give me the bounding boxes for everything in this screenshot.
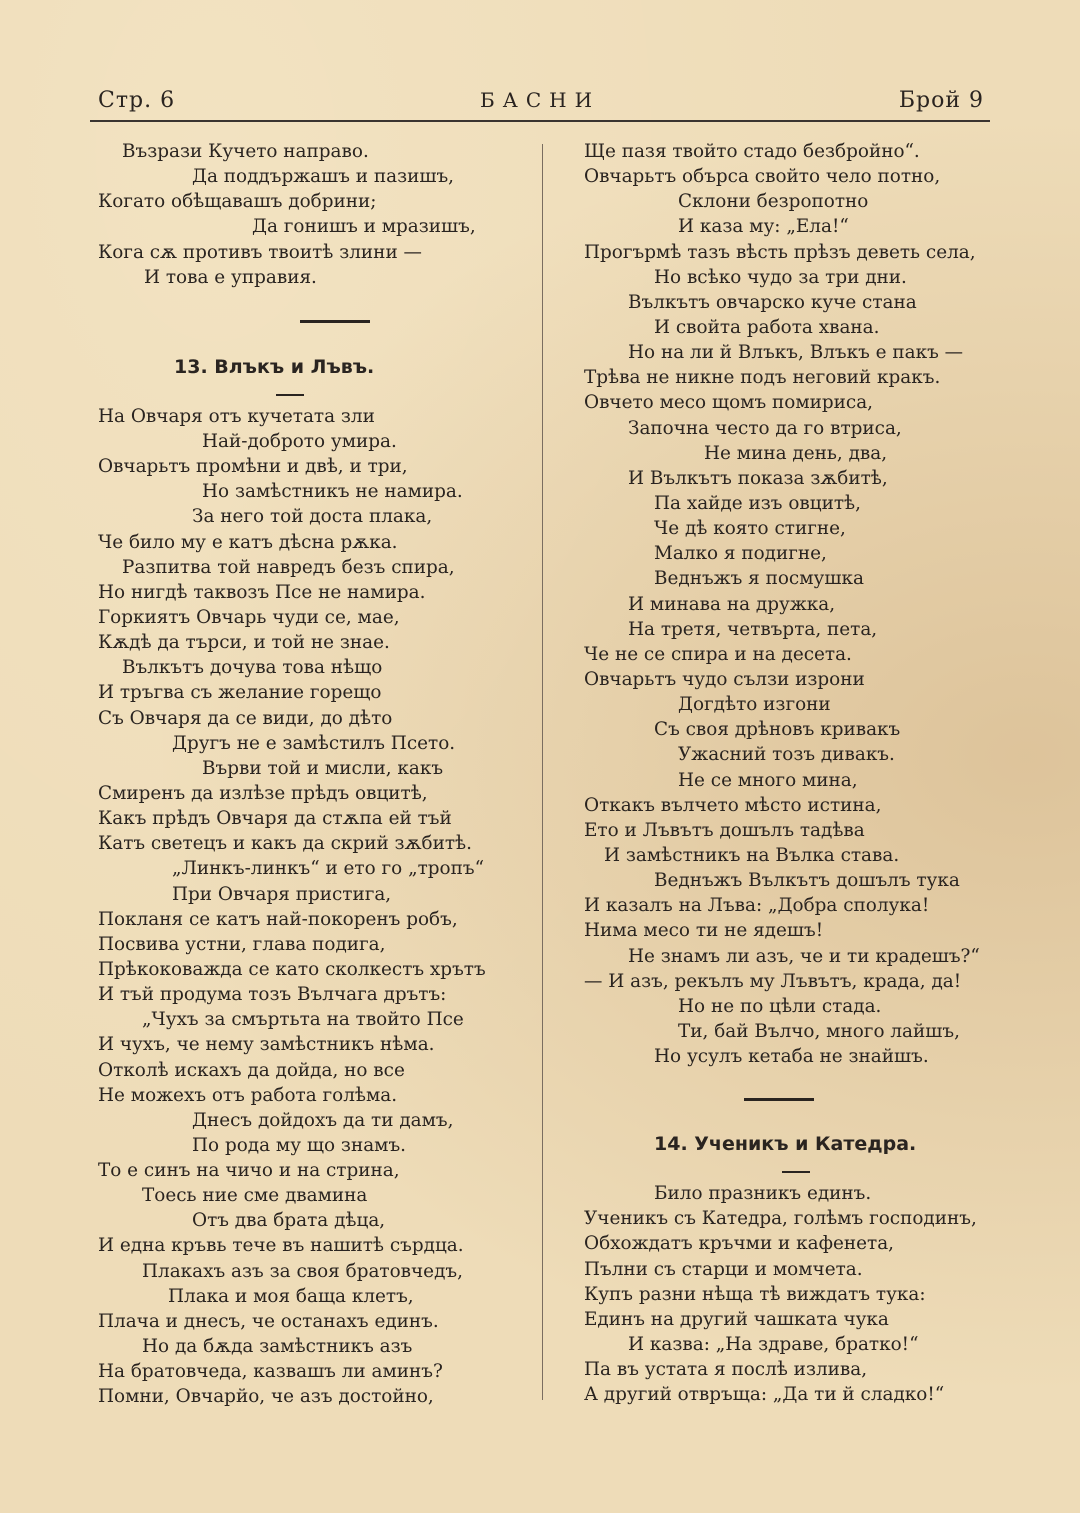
verse-line: На братовчеда, казвашъ ли аминъ? xyxy=(98,1361,443,1383)
section-rule xyxy=(92,290,532,350)
verse-line: Плакахъ азъ за своя братовчедъ, xyxy=(142,1260,463,1282)
verse-line: Но замѣстникъ не намира. xyxy=(202,481,463,503)
fable-14-title: 14. Ученикъ и Катедра. xyxy=(654,1133,917,1156)
verse-line: Ето и Лъвътъ дошълъ тадѣва xyxy=(584,819,865,841)
verse-line: Съ Овчаря да се види, до дѣто xyxy=(98,707,393,729)
section-rule-line xyxy=(744,1098,814,1101)
verse-line: Катъ светецъ и какъ да скрий зѫбитѣ. xyxy=(98,833,472,855)
verse-line: Смиренъ да излѣзе прѣдъ овцитѣ, xyxy=(98,782,428,804)
verse-line: Когато обѣщавашъ добрини; xyxy=(98,191,377,213)
left-column xyxy=(92,139,532,1409)
verse-line: Не знамъ ли азъ, че и ти крадешъ?“ xyxy=(628,945,980,967)
verse-line: И свойта работа хвана. xyxy=(654,316,880,338)
verse-line: Овчарьтъ обърса свойто чело потно, xyxy=(584,166,941,188)
verse-line: Откакъ вълчето мѣсто истина, xyxy=(584,794,882,816)
verse-line: Малко я подигне, xyxy=(654,543,827,565)
verse-line: Било празникъ единъ. xyxy=(654,1183,872,1205)
verse-line: Но на ли й Влъкъ, Влъкъ е пакъ — xyxy=(628,342,964,364)
verse-line: По рода му що знамъ. xyxy=(192,1134,407,1156)
verse-line: И една кръвь тече въ нашитѣ сърдца. xyxy=(98,1235,464,1257)
verse-line: И тъй продума тозъ Вълчага дрътъ: xyxy=(98,984,447,1006)
verse-line: Трѣва не никне подъ неговий кракъ. xyxy=(584,367,941,389)
verse-line: Покланя се катъ най-покоренъ робъ, xyxy=(98,908,458,930)
verse-line: И минава на дружка, xyxy=(628,593,836,615)
verse-line: Веднъжъ Вълкътъ дошълъ тука xyxy=(654,870,960,892)
verse-line: Но да бѫда замѣстникъ азъ xyxy=(142,1336,413,1358)
verse-line: Пълни съ старци и момчета. xyxy=(584,1258,863,1280)
verse-line: Не можехъ отъ работа голѣма. xyxy=(98,1084,398,1106)
verse-line: Най-доброто умира. xyxy=(202,430,397,452)
section-rule-line xyxy=(300,320,370,323)
verse-line: Какъ прѣдъ Овчаря да стѫпа ей тъй xyxy=(98,808,452,830)
verse-line: Но всѣко чудо за три дни. xyxy=(654,266,907,288)
title-dash xyxy=(92,384,532,404)
verse-line: Днесъ дойдохъ да ти дамъ, xyxy=(192,1109,454,1131)
verse-line: Па въ устата я послѣ излива, xyxy=(584,1359,868,1381)
section-rule xyxy=(578,1069,998,1127)
verse-line: Да гонишъ и мразишъ, xyxy=(252,216,476,238)
verse-line: На третя, четвърта, пета, xyxy=(628,618,878,640)
verse-line: То е синъ на чичо и на стрина, xyxy=(98,1160,400,1182)
verse-line: Посвива устни, глава подига, xyxy=(98,933,386,955)
title-dash-line xyxy=(276,394,304,396)
verse-line: Па хайде изъ овцитѣ, xyxy=(654,492,861,514)
verse-line: Не се много мина, xyxy=(678,769,858,791)
title-dash-line xyxy=(782,1171,810,1173)
verse-line: Но нигдѣ таквозъ Псе не намира. xyxy=(98,581,426,603)
verse-line: Че било му е катъ дѣсна рѫка. xyxy=(98,531,398,553)
verse-line: Разпитва той навредъ безъ спира, xyxy=(122,556,455,578)
verse-line: И замѣстникъ на Вълка става. xyxy=(604,844,900,866)
verse-line: Вълкътъ дочува това нѣщо xyxy=(122,657,383,679)
verse-line: Ученикъ съ Катедра, голѣмъ господинъ, xyxy=(584,1208,977,1230)
verse-line: Съ своя дрѣновъ кривакъ xyxy=(654,719,901,741)
verse-line: Кога сѫ противъ твоитѣ злини — xyxy=(98,241,422,263)
verse-line: Помни, Овчарйо, че азъ достойно, xyxy=(98,1386,434,1408)
verse-line: Прѣкоковажда се като сколкестъ хрътъ xyxy=(98,958,486,980)
verse-line: За него той доста плака, xyxy=(192,506,433,528)
verse-line: И казва: „На здраве, братко!“ xyxy=(628,1334,919,1356)
verse-line: Догдѣто изгони xyxy=(678,694,831,716)
column-divider xyxy=(542,144,543,1400)
title-dash xyxy=(578,1161,998,1181)
verse-line: Горкиятъ Овчарь чуди се, мае, xyxy=(98,606,400,628)
verse-line: Върви той и мисли, какъ xyxy=(202,757,444,779)
verse-line: При Овчаря пристига, xyxy=(172,883,392,905)
verse-line: Започна често да го втриса, xyxy=(628,417,902,439)
verse-line: Че не се спира и на десета. xyxy=(584,643,852,665)
verse-line: Възрази Кучето направо. xyxy=(122,141,369,162)
verse-line: „Чухъ за смъртьта на твойто Псе xyxy=(142,1009,464,1031)
verse-line: Но не по цѣли стада. xyxy=(678,995,882,1017)
page-number: Стр. 6 xyxy=(98,88,176,113)
verse-line: „Линкъ-линкъ“ и ето го „тропъ“ xyxy=(172,858,484,880)
verse-line: Отколѣ искахъ да дойда, но все xyxy=(98,1059,405,1081)
verse-line: Нима месо ти не ядешъ! xyxy=(584,920,824,942)
verse-line: Обхождатъ кръчми и кафенета, xyxy=(584,1233,895,1255)
verse-line: Веднъжъ я посмушка xyxy=(654,568,864,590)
verse-line: Тоесь ние сме двамина xyxy=(142,1185,368,1207)
fable-13-title: 13. Влъкъ и Лъвъ. xyxy=(174,355,375,378)
verse-line: Овчето месо щомъ помириса, xyxy=(584,392,874,414)
verse-line: Плача и днесъ, че останахъ единъ. xyxy=(98,1310,439,1332)
verse-line: — И азъ, рекълъ му Лъвътъ, крада, да! xyxy=(584,970,962,992)
verse-line: Кѫдѣ да търси, и той не знае. xyxy=(98,632,390,654)
verse-line: Овчарьтъ промѣни и двѣ, и три, xyxy=(98,456,408,478)
running-title: БАСНИ xyxy=(479,88,601,112)
verse-line: И Вълкътъ показа зѫбитѣ, xyxy=(628,467,888,489)
verse-line: Да поддържашъ и пазишъ, xyxy=(192,166,454,188)
verse-line: Плака и моя баща клетъ, xyxy=(168,1285,414,1307)
verse-line: Че дѣ която стигне, xyxy=(654,518,846,540)
verse-line: Склони безропотно xyxy=(678,191,869,213)
page-header xyxy=(90,84,990,118)
verse-line: Но усулъ кетаба не знайшъ. xyxy=(654,1046,929,1068)
verse-line: Отъ два брата дѣца, xyxy=(192,1210,386,1232)
verse-line: Единъ на другий чашката чука xyxy=(584,1308,889,1330)
verse-line: И чухъ, че нему замѣстникъ нѣма. xyxy=(98,1034,435,1056)
verse-line: Овчарьтъ чудо сълзи изрони xyxy=(584,668,865,690)
verse-line: А другий отвръща: „Да ти й сладко!“ xyxy=(584,1384,945,1406)
verse-line: И тръгва съ желание горещо xyxy=(98,682,382,704)
verse-line: Не мина день, два, xyxy=(704,442,888,464)
right-column xyxy=(578,139,998,1407)
verse-line: Другъ не е замѣстилъ Псето. xyxy=(172,732,456,754)
verse-line: Ужасний тозъ дивакъ. xyxy=(678,744,895,766)
issue-number: Брой 9 xyxy=(898,88,984,113)
verse-line: И казалъ на Лъва: „Добра сполука! xyxy=(584,895,930,917)
verse-line: И каза му: „Ела!“ xyxy=(678,216,849,238)
header-rule xyxy=(90,120,990,122)
verse-line: Прогърмѣ тазъ вѣсть прѣзъ деветь села, xyxy=(584,241,976,263)
verse-line: И това е управия. xyxy=(144,266,317,288)
verse-line: Ще пазя твойто стадо безбройно“. xyxy=(584,141,920,162)
verse-line: На Овчаря отъ кучетата зли xyxy=(98,405,375,427)
verse-line: Ти, бай Вълчо, много лайшъ, xyxy=(678,1020,960,1042)
verse-line: Купъ разни нѣща тѣ виждатъ тука: xyxy=(584,1283,926,1305)
verse-line: Вълкътъ овчарско куче стана xyxy=(628,291,917,313)
